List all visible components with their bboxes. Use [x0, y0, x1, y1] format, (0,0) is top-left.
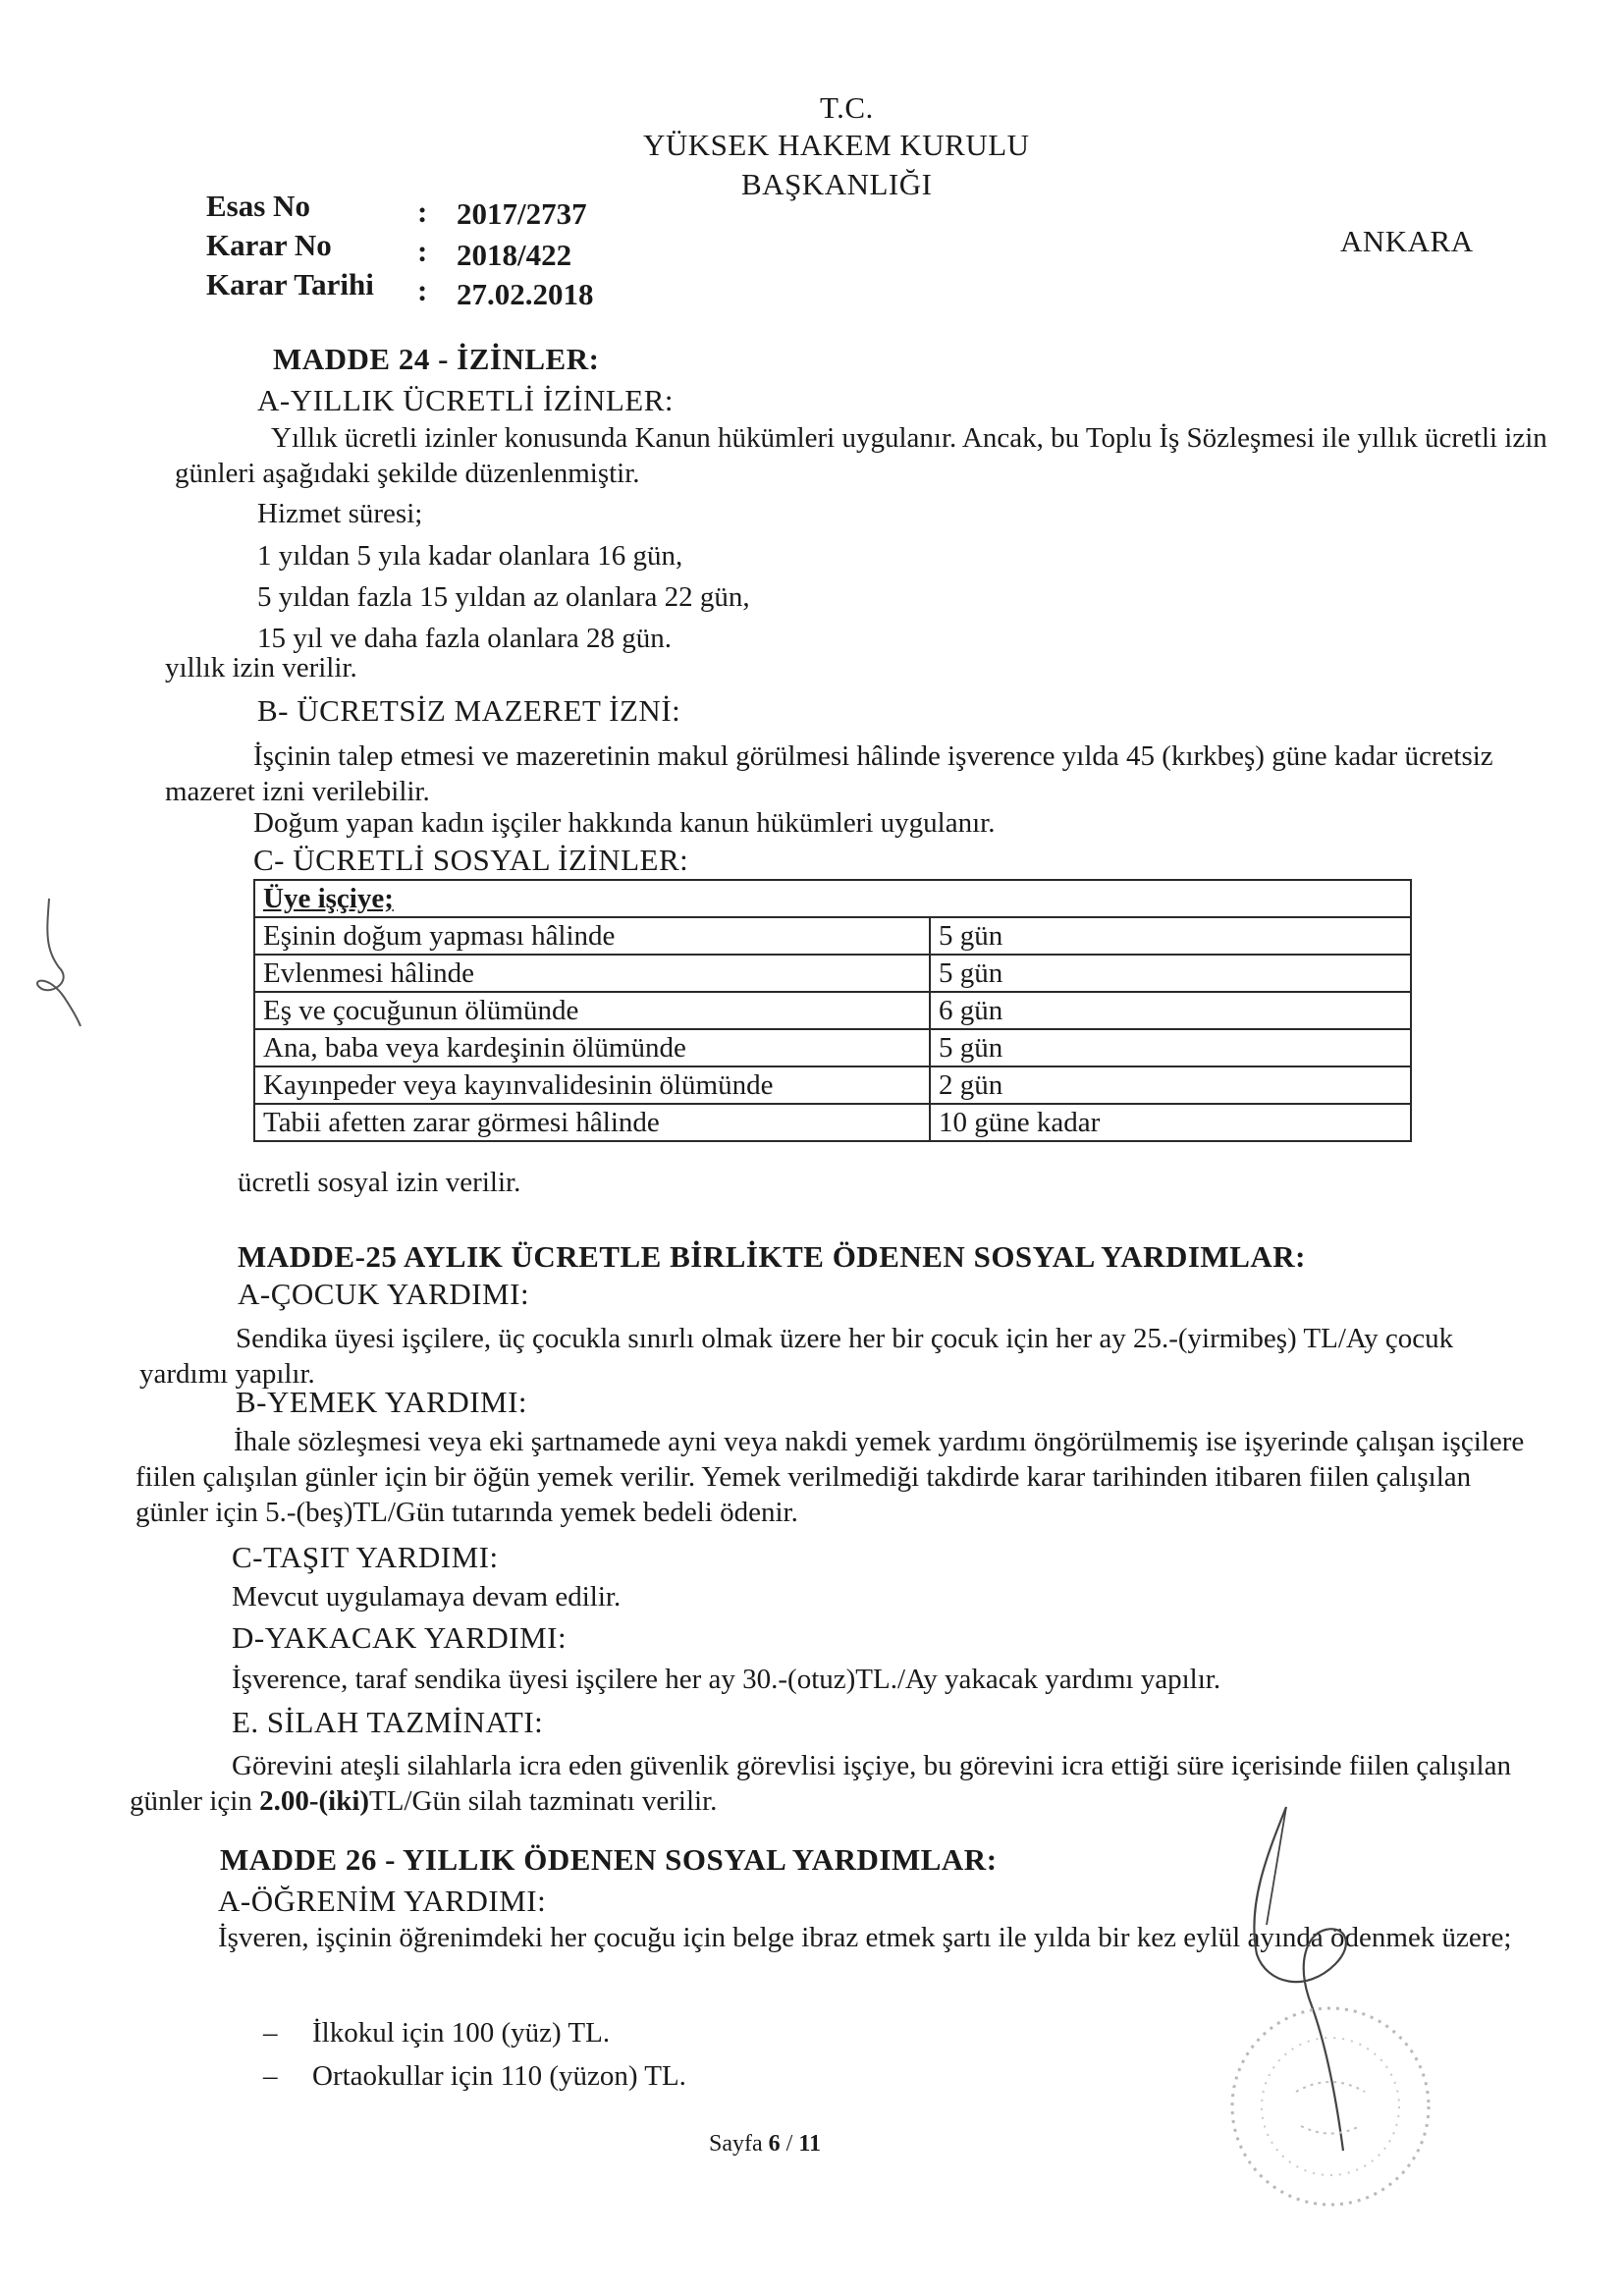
article-26-a-title: A-ÖĞRENİM YARDIMI:	[218, 1884, 547, 1918]
meta-colon: :	[417, 234, 428, 268]
table-header-cell	[254, 880, 1411, 917]
article-24-c-title: C- ÜCRETLİ SOSYAL İZİNLER:	[253, 843, 689, 877]
dash: –	[263, 2017, 278, 2049]
article-24-title: MADDE 24 - İZİNLER:	[273, 342, 600, 376]
header-institution: YÜKSEK HAKEM KURULU	[643, 128, 1030, 162]
stamp-icon	[1203, 1994, 1458, 2219]
article-26-a-paragraph: İşveren, işçinin öğrenimdeki her çocuğu için belge ibraz etmek şartı ile yılda bir kez eylül ayında ödenmek üzere;	[218, 1922, 1512, 1953]
meta-label-esas: Esas No	[206, 189, 310, 223]
table-row	[254, 917, 1411, 955]
article-24-service-label: Hizmet süresi;	[257, 498, 423, 529]
table-cell-case: Ana, baba veya kardeşinin ölümünde	[254, 1029, 930, 1066]
margin-signature-icon	[20, 889, 98, 1036]
table-cell-case: Eşinin doğum yapması hâlinde	[254, 917, 930, 955]
page-total: 11	[798, 2131, 822, 2157]
meta-value-tarih: 27.02.2018	[457, 277, 594, 311]
article-24-c-end: ücretli sosyal izin verilir.	[238, 1167, 521, 1198]
article-25-d-paragraph: İşverence, taraf sendika üyesi işçilere her ay 30.-(otuz)TL./Ay yakacak yardımı yapılır.	[232, 1664, 1221, 1695]
social-leave-table	[253, 879, 1412, 1142]
article-25-title: MADDE-25 AYLIK ÜCRETLE BİRLİKTE ÖDENEN SOSYAL YARDIMLAR:	[238, 1239, 1306, 1274]
article-24-b-paragraph-2: Doğum yapan kadın işçiler hakkında kanun hükümleri uygulanır.	[253, 807, 996, 839]
article-24-a-title: A-YILLIK ÜCRETLİ İZİNLER:	[257, 383, 675, 417]
list-item-text: İlkokul için 100 (yüz) TL.	[312, 2017, 611, 2049]
table-header-row	[254, 880, 1411, 917]
page-label: Sayfa	[709, 2131, 763, 2157]
meta-label-karar: Karar No	[206, 228, 332, 262]
table-cell-days: 6 gün	[930, 992, 1411, 1029]
article-25-c-paragraph: Mevcut uygulamaya devam edilir.	[232, 1581, 622, 1613]
table-cell-days: 5 gün	[930, 955, 1411, 992]
article-25-e-text-end: TL/Gün silah tazminatı verilir.	[369, 1785, 718, 1817]
article-25-b-paragraph: İhale sözleşmesi veya eki şartnamede ayni veya nakdi yemek yardımı öngörülmemiş ise işyerinde çalışan işçilere fiilen çalışılan günler için bir öğün yemek verilir. Yemek verilmediği takdirde karar tarihinden itibaren fiilen çalışılan günler için 5.-(beş)TL/Gün tutarında yemek bedeli ödenir.	[135, 1426, 1525, 1528]
article-25-c-title: C-TAŞIT YARDIMI:	[232, 1540, 499, 1574]
page-number	[709, 2131, 821, 2158]
table-cell-days: 2 gün	[930, 1066, 1411, 1104]
list-item	[263, 2058, 686, 2094]
page-current: 6	[768, 2131, 781, 2157]
article-25-d-title: D-YAKACAK YARDIMI:	[232, 1620, 568, 1655]
article-25-a-title: A-ÇOCUK YARDIMI:	[238, 1277, 530, 1311]
table-cell-days: 10 güne kadar	[930, 1104, 1411, 1141]
table-row	[254, 1066, 1411, 1104]
article-25-a-paragraph: Sendika üyesi işçilere, üç çocukla sınırlı olmak üzere her bir çocuk için her ay 25.-(yirmibeş) TL/Ay çocuk yardımı yapılır.	[139, 1323, 1454, 1390]
table-cell-case: Tabii afetten zarar görmesi hâlinde	[254, 1104, 930, 1141]
header-tc: T.C.	[820, 90, 874, 125]
page-separator: /	[785, 2131, 793, 2157]
article-25-e-title: E. SİLAH TAZMİNATI:	[232, 1705, 544, 1739]
list-item-text: Ortaokullar için 110 (yüzon) TL.	[312, 2060, 686, 2092]
table-cell-days: 5 gün	[930, 1029, 1411, 1066]
table-cell-case: Kayınpeder veya kayınvalidesinin ölümünde	[254, 1066, 930, 1104]
meta-value-karar: 2018/422	[457, 238, 572, 272]
meta-colon: :	[417, 194, 428, 229]
table-row	[254, 1029, 1411, 1066]
article-24-b-paragraph: İşçinin talep etmesi ve mazeretinin makul görülmesi hâlinde işverence yılda 45 (kırkbeş) güne kadar ücretsiz mazeret izni verilebilir.	[165, 740, 1493, 807]
list-item	[263, 2015, 610, 2050]
table-row	[254, 1104, 1411, 1141]
article-24-a-paragraph: Yıllık ücretli izinler konusunda Kanun hükümleri uygulanır. Ancak, bu Toplu İş Sözleşmesi ile yıllık ücretli izin günleri aşağıdaki şekilde düzenlenmiştir.	[175, 422, 1547, 489]
article-26-title: MADDE 26 - YILLIK ÖDENEN SOSYAL YARDIMLAR:	[220, 1842, 998, 1877]
table-header-label: Üye işçiye;	[263, 883, 394, 914]
article-24-service-item: 5 yıldan fazla 15 yıldan az olanlara 22 gün,	[257, 581, 750, 613]
meta-colon: :	[417, 273, 428, 307]
header-presidency: BAŞKANLIĞI	[741, 167, 933, 201]
table-cell-case: Evlenmesi hâlinde	[254, 955, 930, 992]
dash: –	[263, 2060, 278, 2092]
header-city: ANKARA	[1340, 224, 1474, 258]
article-25-b-title: B-YEMEK YARDIMI:	[236, 1385, 528, 1419]
table-row	[254, 992, 1411, 1029]
meta-value-esas: 2017/2737	[457, 196, 587, 231]
article-24-service-item: 15 yıl ve daha fazla olanlara 28 gün.	[257, 623, 672, 654]
article-24-service-item: 1 yıldan 5 yıla kadar olanlara 16 gün,	[257, 540, 683, 572]
article-24-b-title: B- ÜCRETSİZ MAZERET İZNİ:	[257, 693, 681, 728]
table-cell-days: 5 gün	[930, 917, 1411, 955]
table-cell-case: Eş ve çocuğunun ölümünde	[254, 992, 930, 1029]
table-row	[254, 955, 1411, 992]
article-25-e-amount: 2.00-(iki)	[259, 1785, 370, 1817]
article-24-a-end: yıllık izin verilir.	[165, 652, 357, 683]
meta-label-tarih: Karar Tarihi	[206, 267, 374, 301]
article-25-e-text: Görevini ateşli silahlarla icra eden güvenlik görevlisi işçiye, bu görevini icra ettiği süre içerisinde fiilen çalışılan günler için	[130, 1750, 1511, 1817]
